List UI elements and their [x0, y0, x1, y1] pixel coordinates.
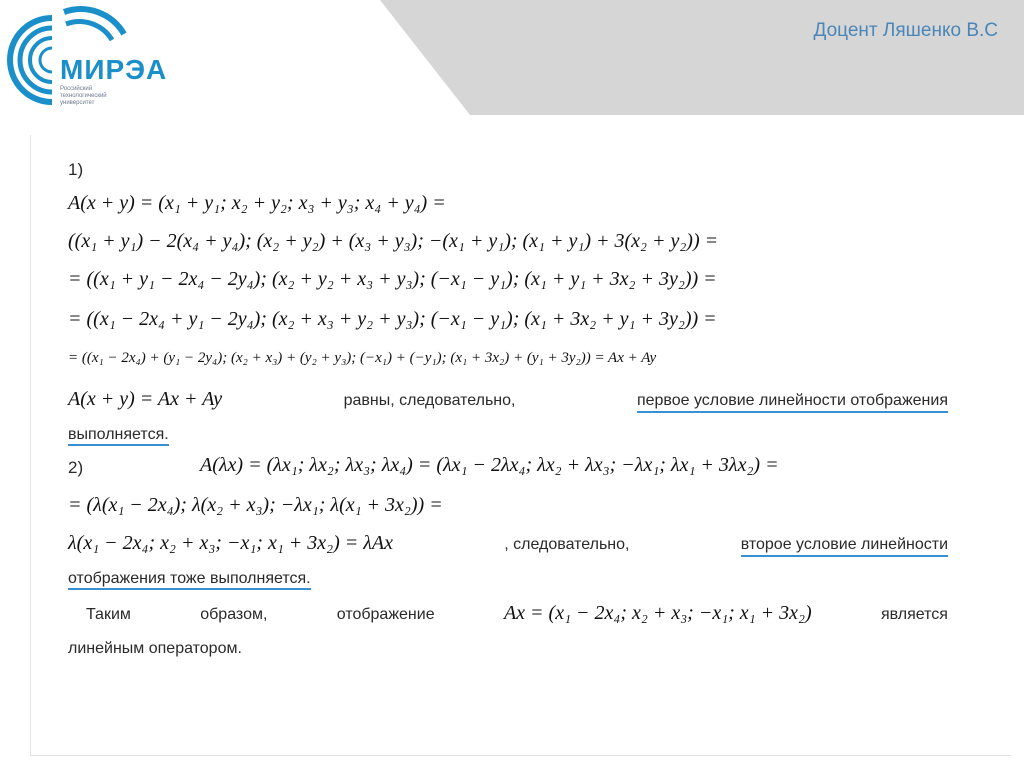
final-formula: Ax = (x₁ − 2x₄; x₂ + x₃; −x₁; x₁ + 3x₂) [503, 602, 812, 624]
final-word-4: является [880, 606, 948, 623]
equation-1: A(x + y) = (x₁ + y₁; x₂ + y₂; x₃ + y₃; x₄ + y₄) = [68, 192, 446, 214]
final-word-2: образом, [200, 606, 268, 623]
equation-7: = (λ(x₁ − 2x₄); λ(x₂ + x₃); −λx₁; λ(x₁ + 3x₂)) = [68, 494, 443, 516]
author-name: Доцент Ляшенко В.С [813, 20, 998, 41]
conclusion-2-row [68, 532, 948, 557]
final-statement-end: линейным оператором. [68, 640, 242, 657]
final-word-1: Таким [86, 606, 131, 623]
final-word-3: отображение [336, 606, 435, 623]
equation-2: ((x₁ + y₁) − 2(x₄ + y₄); (x₂ + y₂) + (x₃ + y₃); −(x₁ + y₁); (x₁ + y₁) + 3(x₂ + y₂)) = [68, 230, 719, 252]
logo-subtitle: Российский технологический университет [60, 86, 107, 106]
conclusion-1-end: выполняется. [68, 426, 169, 444]
conclusion-1-formula: A(x + y) = Ax + Ay [68, 388, 223, 410]
equation-4: = ((x₁ − 2x₄ + y₁ − 2y₄); (x₂ + x₃ + y₂ + y₃); (−x₁ − y₁); (x₁ + 3x₂ + y₁ + 3y₂)) = [68, 308, 717, 330]
equation-8: λ(x₁ − 2x₄; x₂ + x₃; −x₁; x₁ + 3x₂) = λAx [68, 532, 394, 554]
final-statement-row [68, 602, 948, 625]
conclusion-2-text: , следовательно, [504, 536, 630, 553]
mirea-logo [4, 4, 174, 114]
conclusion-2-underlined: второе условие линейности [741, 536, 948, 557]
conclusion-2-end: отображения тоже выполняется. [68, 570, 311, 588]
conclusion-1-text: равны, следовательно, [343, 392, 516, 409]
logo-text: МИРЭА [60, 54, 168, 85]
equation-6: A(λx) = (λx₁; λx₂; λx₃; λx₄) = (λx₁ − 2λx₄; λx₂ + λx₃; −λx₁; λx₁ + 3λx₂) = [200, 454, 779, 476]
conclusion-1-row [68, 388, 948, 413]
slide-header [0, 0, 1024, 115]
content-frame [30, 135, 1011, 756]
item-1-label: 1) [68, 160, 84, 179]
equation-5: = ((x₁ − 2x₄) + (y₁ − 2y₄); (x₂ + x₃) + (y₂ + y₃); (−x₁) + (−y₁); (x₁ + 3x₂) + (y₁ + 3y₂)) = Ax + Ay [68, 350, 657, 366]
item-2-label: 2) [68, 458, 84, 477]
equation-3: = ((x₁ + y₁ − 2x₄ − 2y₄); (x₂ + y₂ + x₃ + y₃); (−x₁ − y₁); (x₁ + y₁ + 3x₂ + 3y₂)) = [68, 268, 717, 290]
conclusion-1-underlined: первое условие линейности отображения [637, 392, 948, 413]
